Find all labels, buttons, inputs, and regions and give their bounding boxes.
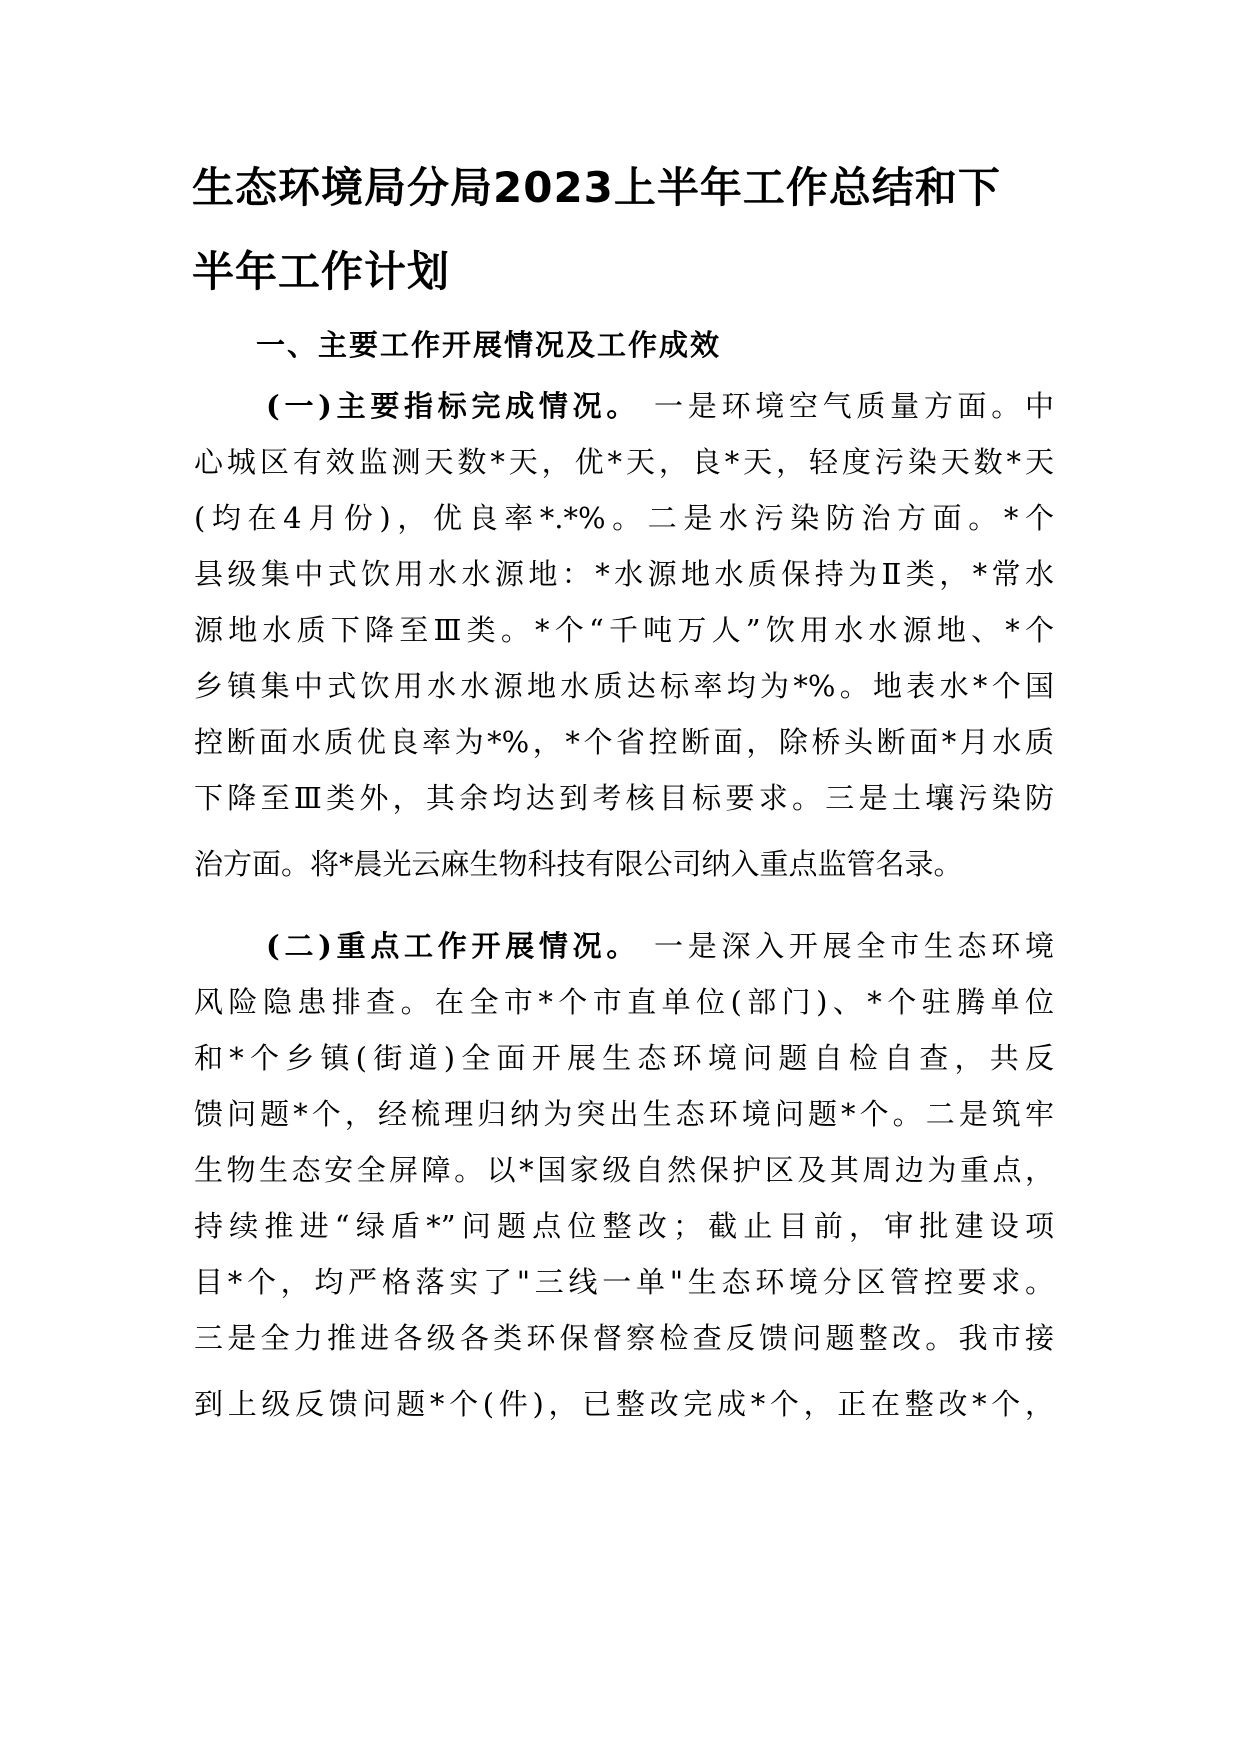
paragraph-line: 源地水质下降至Ⅲ类。*个“千吨万人”饮用水水源地、*个 (194, 613, 1054, 647)
section-heading: 一、主要工作开展情况及工作成效 (256, 328, 722, 362)
paragraph-line: 心城区有效监测天数*天，优*天，良*天，轻度污染天数*天 (194, 445, 1054, 479)
paragraph-line (194, 918, 1054, 974)
paragraph-line: 持续推进“绿盾*”问题点位整改；截止目前，审批建设项 (194, 1209, 1054, 1243)
paragraph-line: 控断面水质优良率为*%，*个省控断面，除桥头断面*月水质 (194, 725, 1054, 759)
paragraph-line: 三是全力推进各级各类环保督察检查反馈问题整改。我市接 (194, 1321, 1054, 1355)
paragraph-line: 目*个，均严格落实了"三线一单"生态环境分区管控要求。 (194, 1265, 1054, 1299)
paragraph-line: 治方面。将*晨光云麻生物科技有限公司纳入重点监管名录。 (194, 847, 963, 881)
paragraph-line: 到上级反馈问题*个(件)，已整改完成*个，正在整改*个， (194, 1387, 1054, 1421)
document-title (192, 146, 1072, 314)
title-line-1: 生态环境局分局2023上半年工作总结和下 (192, 163, 1001, 212)
paragraph-line (194, 378, 1054, 434)
paragraph-line: 乡镇集中式饮用水水源地水质达标率均为*%。地表水*个国 (194, 669, 1054, 703)
title-line-2: 半年工作计划 (192, 247, 451, 296)
paragraph-line: 生物生态安全屏障。以*国家级自然保护区及其周边为重点， (194, 1153, 1054, 1187)
paragraph-key-work (194, 918, 1054, 1432)
paragraph-line: 馈问题*个，经梳理归纳为突出生态环境问题*个。二是筑牢 (194, 1097, 1054, 1131)
paragraph-subheading: (一)主要指标完成情况。 (266, 389, 641, 423)
paragraph-line: 县级集中式饮用水水源地：*水源地水质保持为Ⅱ类，*常水 (194, 557, 1054, 591)
paragraph-text: 一是深入开展全市生态环境 (640, 929, 1054, 963)
paragraph-line: 风险隐患排查。在全市*个市直单位(部门)、*个驻腾单位 (194, 985, 1054, 1019)
paragraph-indicators (194, 378, 1054, 892)
paragraph-text: 一是环境空气质量方面。中 (640, 389, 1054, 423)
paragraph-line: (均在4月份)，优良率*.*%。二是水污染防治方面。*个 (194, 501, 1054, 535)
paragraph-line: 和*个乡镇(街道)全面开展生态环境问题自检自查，共反 (194, 1041, 1054, 1075)
paragraph-line: 下降至Ⅲ类外，其余均达到考核目标要求。三是土壤污染防 (194, 781, 1054, 815)
paragraph-subheading: (二)重点工作开展情况。 (266, 929, 641, 963)
